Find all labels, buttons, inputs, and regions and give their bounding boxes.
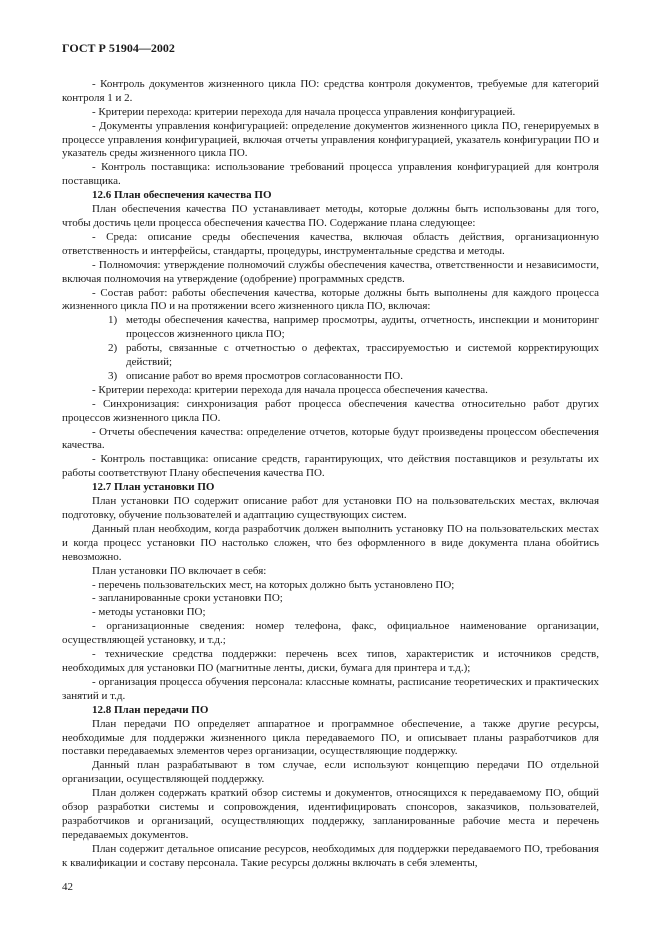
- paragraph: Данный план необходим, когда разработчик должен выполнить установку ПО на пользовательских местах и когда процесс установки ПО настолько сложен, что без оформленного в виде документа плана обойтись невозможно.: [62, 522, 599, 563]
- list-item: - Состав работ: работы обеспечения качества, которые должны быть выполнены для каждого процесса жизненного цикла ПО и на протяжении всего жизненного цикла ПО, включая:: [62, 286, 599, 313]
- numbered-item: 3) описание работ во время просмотров согласованности ПО.: [108, 369, 403, 382]
- section-heading-12-6: 12.6 План обеспечения качества ПО: [92, 189, 272, 202]
- list-item: - методы установки ПО;: [92, 606, 206, 619]
- paragraph: План установки ПО включает в себя:: [92, 564, 267, 577]
- list-item: - технические средства поддержки: перечень всех типов, характеристик и источников средств, необходимых для установки ПО (магнитные ленты, диски, бумага для принтера и т.д.);: [62, 648, 599, 674]
- list-item: - Синхронизация: синхронизация работ процесса обеспечения качества относительно работ других процессов жизненного цикла ПО.: [62, 397, 599, 424]
- list-item: - Среда: описание среды обеспечения качества, включая область действия, организационную ответственность и интерфейсы, стандарты, процедуры, инструментальные средства и методы.: [62, 230, 599, 257]
- page-number: 42: [62, 880, 73, 893]
- document-page: [62, 42, 599, 894]
- list-item: - Критерии перехода: критерии перехода для начала процесса управления конфигурацией.: [92, 105, 516, 118]
- paragraph: План обеспечения качества ПО устанавливает методы, которые должны быть использованы для того, чтобы достичь цели процесса обеспечения качества ПО. Содержание плана следующее:: [62, 203, 599, 229]
- numbered-item: 1) методы обеспечения качества, например просмотры, аудиты, отчетность, инспекции и мониторинг процессов жизненного цикла ПО;: [108, 314, 599, 341]
- list-item: - организация процесса обучения персонала: классные комнаты, расписание теоретических и практических занятий и т.д.: [62, 675, 599, 702]
- list-item: - Критерии перехода: критерии перехода для начала процесса обеспечения качества.: [92, 383, 488, 396]
- numbered-item: 2) работы, связанные с отчетностью о дефектах, трассируемостью и системой корректирующих действий;: [108, 342, 599, 369]
- paragraph: План содержит детальное описание ресурсов, необходимых для поддержки передаваемого ПО, требования к квалификации и составу персонала. Такие ресурсы должны включать в себя элементы,: [62, 842, 599, 869]
- list-item: - запланированные сроки установки ПО;: [92, 592, 283, 605]
- document-id: ГОСТ Р 51904—2002: [62, 41, 175, 55]
- list-item: - Полномочия: утверждение полномочий службы обеспечения качества, ответственности и независимости, включая полномочия на утверждение (одобрение) программных средств.: [62, 258, 599, 285]
- section-heading-12-8: 12.8 План передачи ПО: [92, 703, 209, 716]
- section-heading-12-7: 12.7 План установки ПО: [92, 481, 215, 494]
- list-item: - Контроль поставщика: описание средств, гарантирующих, что действия поставщиков и результаты их работы соответствуют Плану обеспечения качества ПО.: [62, 453, 599, 480]
- list-item: - Контроль документов жизненного цикла ПО: средства контроля документов, требуемые для категорий контроля 1 и 2.: [62, 77, 599, 104]
- list-item: - организационные сведения: номер телефона, факс, официальное наименование организации, осуществляющей установку, и т.д.;: [62, 620, 599, 647]
- paragraph: План должен содержать краткий обзор системы и документов, относящихся к передаваемому ПО, общий обзор разработки системы и сопровождения, идентифицировать спонсоров, заказчиков, пользователей, разработчиков и организаций, осуществляющих поддержку, запланированные рабочие места и перечень передаваемых документов.: [62, 787, 599, 841]
- list-item: - Контроль поставщика: использование требований процесса управления конфигурацией для контроля поставщика.: [62, 161, 599, 188]
- paragraph: Данный план разрабатывают в том случае, если используют концепцию передачи ПО отдельной организации, осуществляющей поддержку.: [62, 759, 599, 786]
- list-item: - перечень пользовательских мест, на которых должно быть установлено ПО;: [92, 578, 455, 591]
- paragraph: План установки ПО содержит описание работ для установки ПО на пользовательских местах, включая подготовку, обучение пользователей и адаптацию существующих систем.: [62, 495, 599, 521]
- paragraph: План передачи ПО определяет аппаратное и программное обеспечение, а также другие ресурсы, необходимые для поддержки жизненного цикла передаваемого ПО, и описывает планы разработчиков для поставки передаваемых элементов через организации, осуществляющие поддержку.: [62, 717, 599, 758]
- list-item: - Отчеты обеспечения качества: определение отчетов, которые будут произведены процессом обеспечения качества.: [62, 425, 599, 452]
- list-item: - Документы управления конфигурацией: определение документов жизненного цикла ПО, генерируемых в процессе управления конфигурацией, включая отчеты управления конфигурацией, указатель конфигурации ПО и указатель среды жизненного цикла ПО.: [62, 119, 599, 160]
